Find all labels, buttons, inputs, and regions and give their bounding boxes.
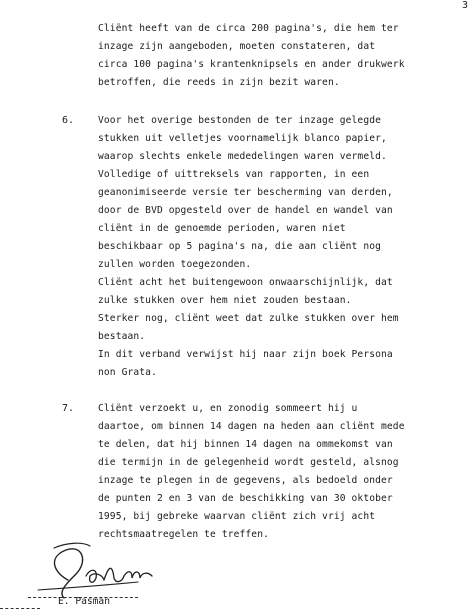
item-6-line: Cliënt acht het buitengewoon onwaarschijnlijk, dat	[98, 277, 393, 288]
item-6-line: In dit verband verwijst hij naar zijn boek Persona	[98, 349, 393, 360]
intro-line: Cliënt heeft van de circa 200 pagina's, die hem ter	[98, 23, 399, 34]
item-6-line: Sterker nog, cliënt weet dat zulke stukken over hem	[98, 313, 399, 324]
item-6-line: bestaan.	[98, 331, 146, 342]
item-6-number: 6.	[62, 115, 75, 126]
item-6-line: beschikbaar op 5 pagina's na, die aan cliënt nog	[98, 241, 382, 252]
footer-divider	[0, 608, 40, 610]
intro-line: inzage zijn aangeboden, moeten constateren, dat	[98, 41, 376, 52]
item-7-line: 1995, bij gebreke waarvan cliënt zich vrij acht	[98, 511, 376, 522]
item-6-line: Volledige of uittreksels van rapporten, in een	[98, 169, 370, 180]
item-7-line: die termijn in de gelegenheid wordt gesteld, alsnog	[98, 457, 399, 468]
intro-line: betroffen, die reeds in zijn bezit waren.	[98, 77, 340, 88]
item-7-line: daartoe, om binnen 14 dagen na heden aan cliënt mede	[98, 421, 405, 432]
item-6-line: zullen worden toegezonden.	[98, 259, 252, 270]
item-7-number: 7.	[62, 403, 75, 414]
page-number: 3	[462, 0, 469, 11]
item-6-line: cliënt in de genoemde perioden, waren niet	[98, 223, 346, 234]
item-6-line: zulke stukken over hem niet zouden bestaan.	[98, 295, 352, 306]
signature-name: E. Pasman	[58, 596, 110, 607]
item-7-line: Cliënt verzoekt u, en zonodig sommeert hij u	[98, 403, 358, 414]
item-6-line: non Grata.	[98, 367, 157, 378]
item-6-line: waarop slechts enkele mededelingen waren vermeld.	[98, 151, 387, 162]
item-6-line: door de BVD opgesteld over de handel en wandel van	[98, 205, 393, 216]
item-6-line: geanonimiseerde versie ter bescherming van derden,	[98, 187, 393, 198]
item-7-line: te delen, dat hij binnen 14 dagen na ommekomst van	[98, 439, 393, 450]
item-6-line: stukken uit velletjes voornamelijk blanco papier,	[98, 133, 387, 144]
item-7-line: rechtsmaatregelen te treffen.	[98, 529, 269, 540]
handwritten-signature	[28, 532, 178, 602]
intro-line: circa 100 pagina's krantenknipsels en ander drukwerk	[98, 59, 405, 70]
item-7-line: inzage te plegen in de gegevens, als bedoeld onder	[98, 475, 393, 486]
item-7-line: de punten 2 en 3 van de beschikking van 30 oktober	[98, 493, 393, 504]
item-6-line: Voor het overige bestonden de ter inzage gelegde	[98, 115, 382, 126]
